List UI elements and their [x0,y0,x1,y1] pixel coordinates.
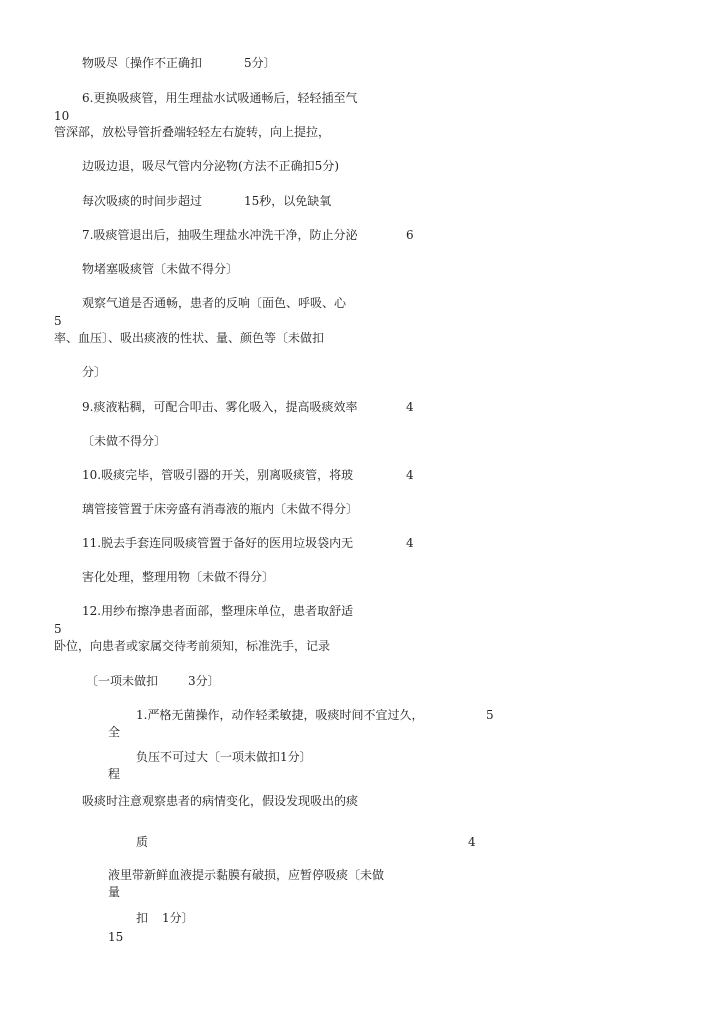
text-line: 6.更换吸痰管，用生理盐水试吸通畅后，轻轻插至气 [82,91,358,105]
text-line: 分〕 [82,365,107,379]
score: 5 [54,314,62,328]
category-label: 量 [108,885,121,899]
text-line: 7.吸痰管退出后，抽吸生理盐水冲洗干净，防止分泌 [82,228,358,242]
text-line: 液里带新鲜血液提示黏膜有破损，应暂停吸痰〔未做 [108,868,385,882]
text-line: 负压不可过大〔一项未做扣1分〕 [136,750,312,764]
text-line: 观察气道是否通畅，患者的反响〔面色、呼吸、心 [82,296,347,310]
score: 10 [54,109,70,123]
text-line: 1.严格无菌操作，动作轻柔敏捷，吸痰时间不宜过久， [136,708,424,722]
score: 4 [468,835,476,849]
text-line: 管深部，放松导管折叠端轻轻左右旋转，向上提拉， [54,125,331,139]
text-line: 1分〕 [162,911,194,925]
score: 5 [54,622,62,636]
text-line: 扣 [136,911,149,925]
score: 5 [486,708,494,722]
category-label: 全 [108,725,121,739]
score: 15 [108,930,124,944]
score: 4 [406,400,414,414]
text-line: 卧位，向患者或家属交待考前须知，标准洗手，记录 [54,639,331,653]
text-line: 物堵塞吸痰管〔未做不得分〕 [82,262,239,276]
score: 4 [406,536,414,550]
text-line: 10.吸痰完毕，管吸引器的开关，别离吸痰管，将玻 [82,468,354,482]
text-line: 〔未做不得分〕 [82,434,167,448]
text-line: 3分〕 [188,674,220,688]
text-line: 质 [136,835,149,849]
category-label: 程 [108,767,121,781]
text-line: 率、血压〕、吸出痰液的性状、量、颜色等〔未做扣 [54,331,325,345]
text-line: 9.痰液粘稠，可配合叩击、雾化吸入，提高吸痰效率 [82,400,358,414]
score: 6 [406,228,414,242]
text-line: 物吸尽〔操作不正确扣 [82,56,203,70]
text-line: 边吸边退，吸尽气管内分泌物(方法不正确扣5分) [82,159,339,173]
text-line: 璃管接管置于床旁盛有消毒液的瓶内〔未做不得分〕 [82,502,359,516]
text-line: 11.脱去手套连同吸痰管置于备好的医用垃圾袋内无 [82,536,354,550]
text-line: 〔一项未做扣 [86,674,159,688]
text-line: 吸痰时注意观察患者的病情变化，假设发现吸出的痰 [82,794,359,808]
text-line: 5分〕 [244,56,276,70]
score: 4 [406,468,414,482]
text-line: 每次吸痰的时间步超过 [82,194,203,208]
text-line: 害化处理，整理用物〔未做不得分〕 [82,570,275,584]
text-line: 12.用纱布擦净患者面部，整理床单位，患者取舒适 [82,604,354,618]
text-line: 15秒，以免缺氧 [244,194,332,208]
